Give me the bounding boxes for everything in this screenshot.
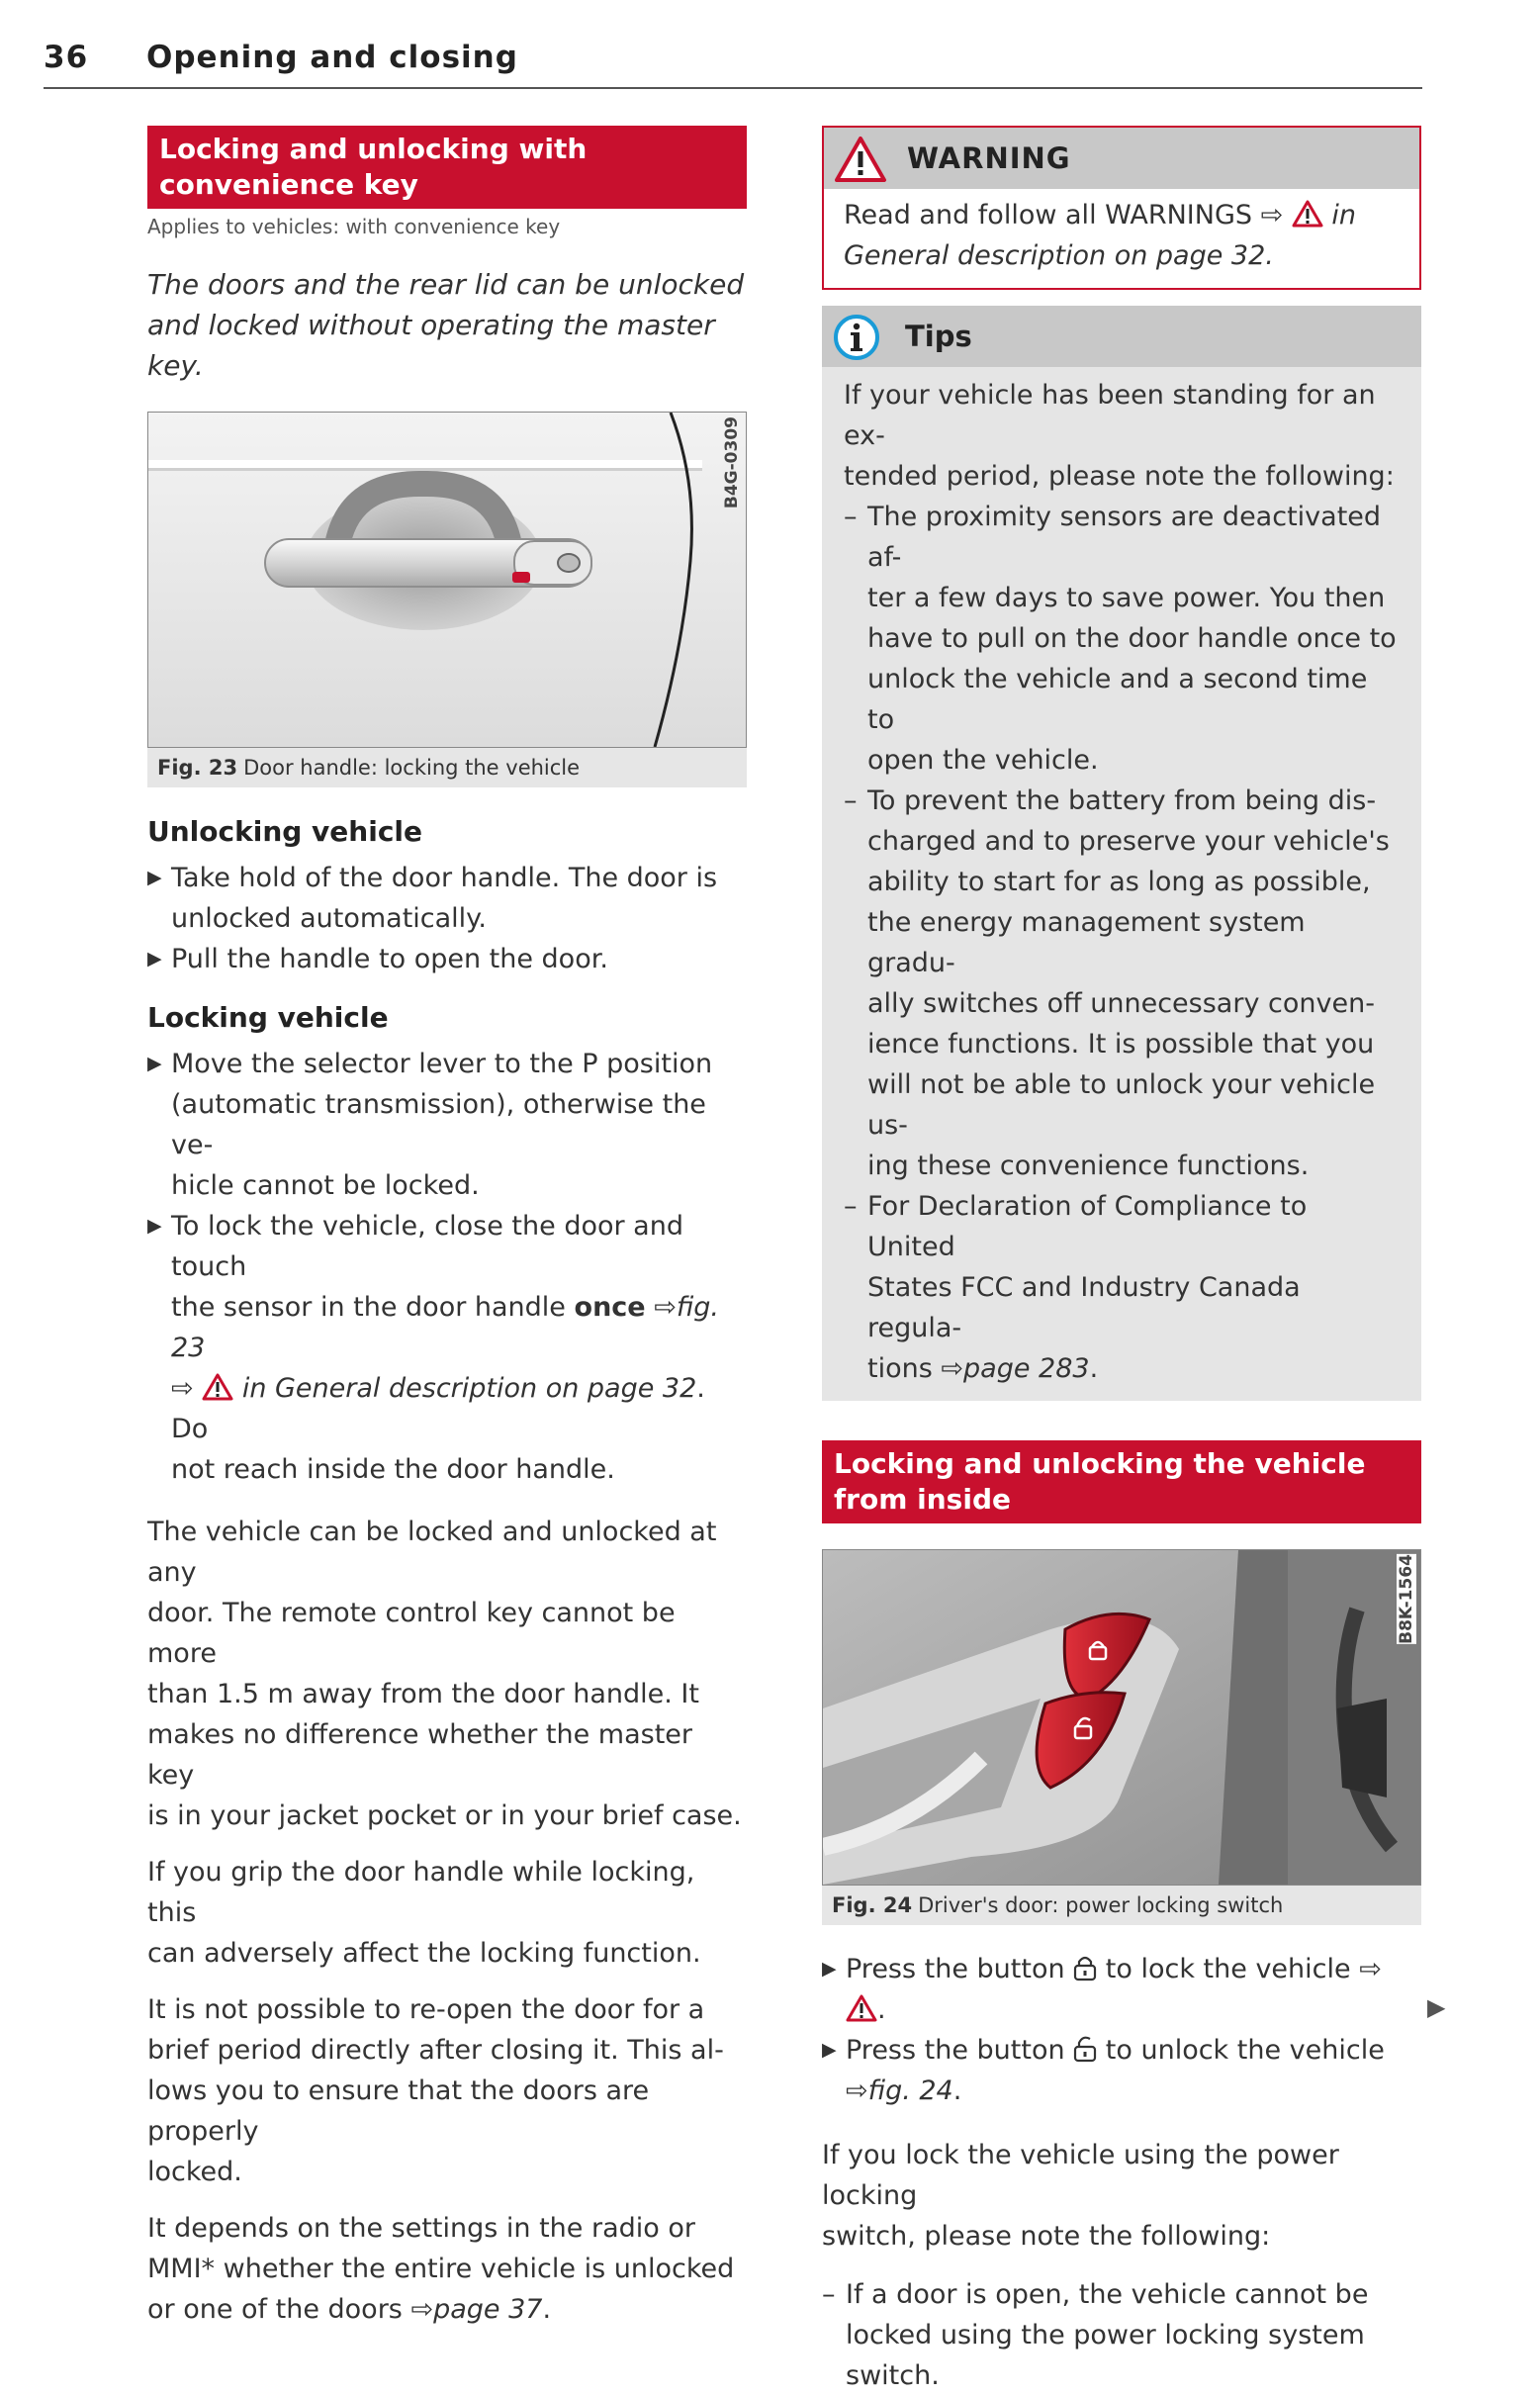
list-item: ▶ Press the button to lock the vehicle ⇨ . [822, 1949, 1421, 2030]
list-item: ▶ Move the selector lever to the P position (automatic transmission), otherwise the ve- hicle cannot be locked. [147, 1044, 747, 1206]
general-description-link[interactable]: General description on page 32. [844, 240, 1274, 271]
inside-steps [822, 1949, 1421, 2111]
tips-title: Tips [905, 320, 972, 353]
list-item: ▶ To lock the vehicle, close the door and touch the sensor in the door handle once ⇨fig. 23 ⇨ in General description on page 32. Do not reach inside the door handle. [147, 1206, 747, 1490]
bullet-icon: ▶ [147, 1053, 162, 1074]
intro-text: The doors and the rear lid can be unlocked and locked without operating the master key. [147, 268, 745, 382]
section-heading-inside: Locking and unlocking the vehicle from inside [822, 1440, 1421, 1523]
list-item: ▶ Take hold of the door handle. The door is unlocked automatically. [147, 858, 747, 939]
left-column [147, 126, 747, 2330]
paragraph-range: The vehicle can be locked and unlocked at any door. The remote control key cannot be more than 1.5 m away from the door handle. It makes no difference whether the master key is in your jacket pocket or in your brief case. [147, 1517, 742, 1831]
lock-open-icon [1073, 2035, 1097, 2063]
paragraph-power-locking: If you lock the vehicle using the power locking switch, please note the following: [822, 2140, 1339, 2252]
figure-caption-text: Door handle: locking the vehicle [243, 756, 581, 780]
bullet-icon: ▶ [147, 1215, 162, 1237]
bullet-icon: ▶ [147, 948, 162, 969]
arrow-ref-icon: ⇨ [846, 2075, 868, 2106]
bullet-icon: ▶ [822, 1958, 837, 1980]
page-header [44, 38, 1422, 89]
arrow-ref-icon: ⇨ [654, 1292, 677, 1323]
fig-23-link[interactable]: fig. 23 [171, 1292, 720, 1363]
power-locking-switch-illustration [823, 1550, 1420, 1885]
right-column [822, 126, 1421, 2396]
arrow-ref-icon: ⇨ [1359, 1954, 1382, 1984]
info-icon [832, 313, 881, 362]
paragraph-settings: It depends on the settings in the radio or MMI* whether the entire vehicle is unlocked or one of the doors ⇨page 37. [147, 2213, 735, 2325]
list-item: – The proximity sensors are deactivated af- ter a few days to save power. You then have to pull on the door handle once to unlock the vehicle and a second time to open the vehicle. [844, 502, 1397, 776]
unlocking-heading: Unlocking vehicle [147, 815, 423, 848]
applies-note: Applies to vehicles: with convenience key [147, 215, 561, 238]
warning-triangle-icon [834, 136, 887, 183]
continue-arrow-icon: ▶ [1427, 1993, 1446, 2021]
figure-caption [822, 1886, 1421, 1925]
figure-label: Fig. 23 [157, 756, 238, 780]
tips-body [822, 367, 1421, 1401]
list-item: ▶ Pull the handle to open the door. [147, 939, 747, 979]
arrow-ref-icon: ⇨ [1260, 200, 1284, 230]
figure-door-handle [147, 412, 747, 748]
warning-triangle-icon [202, 1373, 233, 1401]
warning-title: WARNING [907, 141, 1071, 175]
page-37-link[interactable]: page 37 [433, 2294, 543, 2325]
paragraph-grip: If you grip the door handle while locking, this can adversely affect the locking function. [147, 1857, 701, 1969]
arrow-ref-icon: ⇨ [941, 1353, 964, 1384]
door-handle-illustration [148, 413, 746, 747]
figure-code: B4G-0309 [722, 416, 742, 509]
bullet-icon: ▶ [822, 2039, 837, 2061]
unlocking-steps [147, 858, 747, 979]
page-283-link[interactable]: page 283 [963, 1353, 1090, 1384]
page-number: 36 [44, 40, 89, 75]
figure-caption-text: Driver's door: power locking switch [918, 1893, 1284, 1917]
arrow-ref-icon: ⇨ [410, 2294, 434, 2325]
warning-header [824, 128, 1419, 189]
warning-triangle-icon [846, 1994, 877, 2022]
list-item: ▶ Press the button to unlock the vehicle ⇨fig. 24. [822, 2030, 1421, 2111]
figure-power-locking-switch [822, 1549, 1421, 1886]
list-item: – To prevent the battery from being dis- charged and to preserve your vehicle's ability to start for as long as possible, the energy management system gradu- ally switches off unnecessary conven- ience functions. It is possible that you will not be able to unlock your vehicle us- ing these convenience functions. [844, 785, 1390, 1181]
fig-24-link[interactable]: fig. 24 [867, 2075, 953, 2106]
warning-body: Read and follow all WARNINGS ⇨ in General description on page 32. [824, 189, 1419, 288]
locking-heading: Locking vehicle [147, 1001, 389, 1034]
tips-header [822, 306, 1421, 367]
figure-label: Fig. 24 [832, 1893, 913, 1917]
list-item: – For Declaration of Compliance to United States FCC and Industry Canada regula- tions ⇨page 283. [844, 1191, 1308, 1384]
tips-intro: If your vehicle has been standing for an ex- tended period, please note the following: [844, 380, 1395, 492]
list-item: – If a door is open, the vehicle cannot be locked using the power locking system switch. [822, 2279, 1369, 2391]
arrow-ref-icon: ⇨ [171, 1373, 194, 1404]
section-heading: Locking and unlocking with convenience key [147, 126, 747, 209]
tips-box [822, 306, 1421, 1401]
section-title: Opening and closing [146, 40, 518, 75]
warning-triangle-icon [1292, 200, 1323, 228]
warning-box [822, 126, 1421, 290]
general-description-link[interactable]: in General description on page 32 [241, 1373, 697, 1404]
figure-code: B8K-1564 [1397, 1554, 1416, 1644]
lock-closed-icon [1073, 1954, 1097, 1981]
paragraph-reopen: It is not possible to re-open the door for a brief period directly after closing it. This al- lows you to ensure that the doors are properly locked. [147, 1994, 724, 2187]
bullet-icon: ▶ [147, 867, 162, 888]
locking-steps [147, 1044, 747, 1490]
figure-caption [147, 748, 747, 787]
